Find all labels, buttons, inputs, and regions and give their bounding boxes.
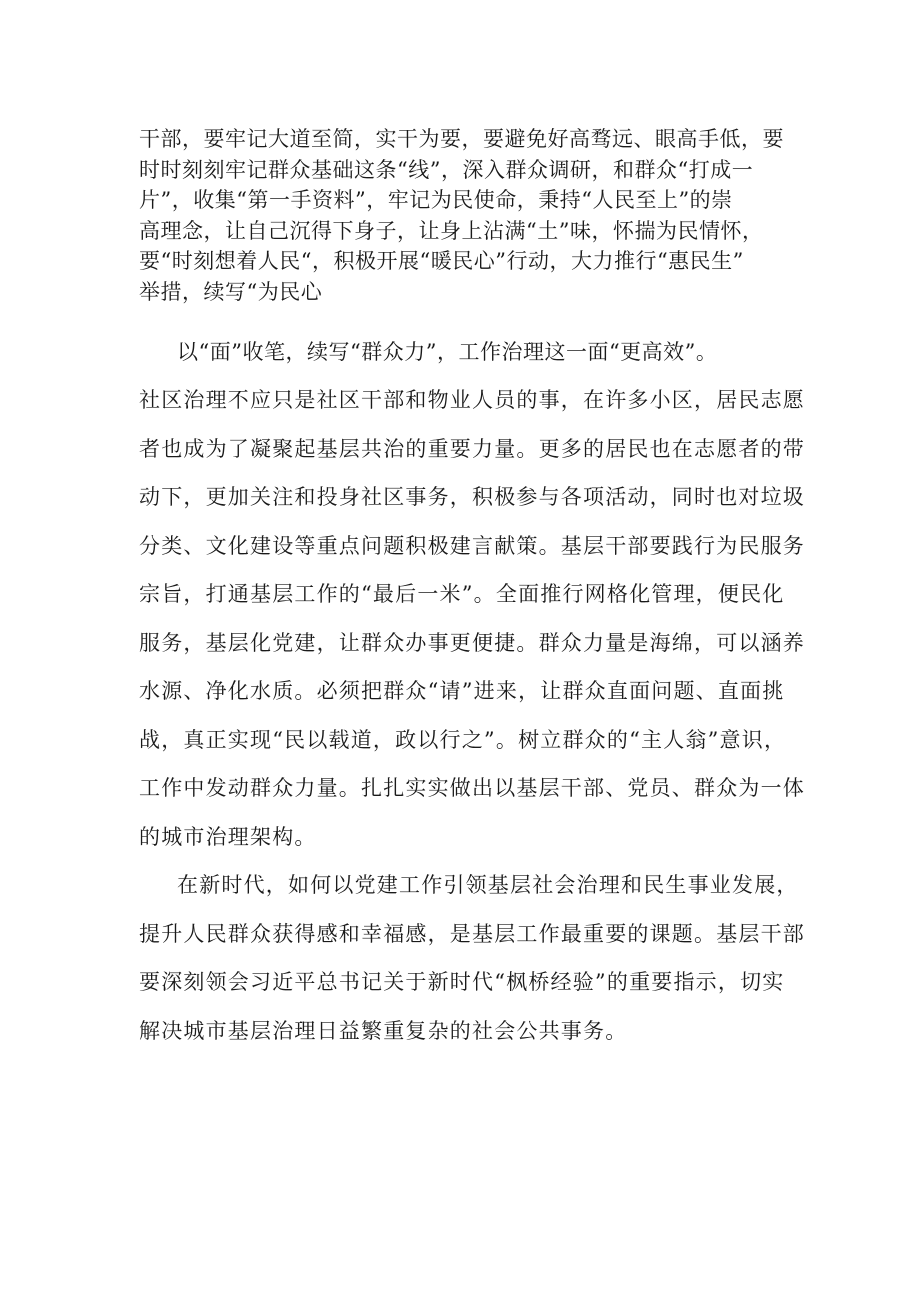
paragraph-line: 解决城市基层治理日益繁重复杂的社会公共事务。 xyxy=(139,1018,628,1043)
paragraph-line: 片”，收集“第一手资料”，牢记为民使命，秉持“人民至上”的崇 xyxy=(139,188,733,212)
paragraph-line: 宗旨，打通基层工作的“最后一米”。全面推行网格化管理，便民化 xyxy=(139,582,785,606)
paragraph-one xyxy=(139,124,799,307)
paragraph-line: 服务，基层化党建，让群众办事更便捷。群众力量是海绵，可以涵养 xyxy=(139,630,805,655)
paragraph-line: 提升人民群众获得感和幸福感，是基层工作最重要的课题。基层干部 xyxy=(139,921,805,946)
paragraph-line: 举措，续写“为民心 xyxy=(139,279,323,304)
paragraph-line: 者也成为了凝聚起基层共治的重要力量。更多的居民也在志愿者的带 xyxy=(139,436,805,461)
paragraph-line: 干部，要牢记大道至简，实干为要，要避免好高骛远、眼高手低，要 xyxy=(139,127,784,151)
paragraph-line: 分类、文化建设等重点问题积极建言献策。基层干部要践行为民服务 xyxy=(139,533,805,558)
paragraph-line: 战，真正实现“民以载道，政以行之”。树立群众的“主人翁”意识， xyxy=(139,727,787,752)
paragraph-body xyxy=(139,376,805,1055)
paragraph-line: 水源、净化水质。必须把群众“请”进来，让群众直面问题、直面挑 xyxy=(139,679,785,703)
section-heading: 以“面”收笔，续写“群众力”，工作治理这一面“更高效”。 xyxy=(177,340,718,364)
paragraph-line: 时时刻刻牢记群众基础这条“线”，深入群众调研，和群众“打成一 xyxy=(139,157,754,182)
paragraph-line: 在新时代，如何以党建工作引领基层社会治理和民生事业发展， xyxy=(177,873,799,897)
paragraph-line: 工作中发动群众力量。扎扎实实做出以基层干部、党员、群众为一体 xyxy=(139,776,805,800)
paragraph-line: 的城市治理架构。 xyxy=(139,824,317,849)
paragraph-line: 要“时刻想着人民“，积极开展“暖民心”行动，大力推行“惠民生” xyxy=(139,249,744,273)
paragraph-line: 动下，更加关注和投身社区事务，积极参与各项活动，同时也对垃圾 xyxy=(139,485,805,509)
paragraph-line: 要深刻领会习近平总书记关于新时代“枫桥经验”的重要指示，切实 xyxy=(139,970,785,994)
paragraph-line: 高理念，让自己沉得下身子，让身上沾满“土”味，怀揣为民情怀， xyxy=(139,218,764,243)
paragraph-line: 社区治理不应只是社区干部和物业人员的事，在许多小区，居民志愿 xyxy=(139,388,805,412)
